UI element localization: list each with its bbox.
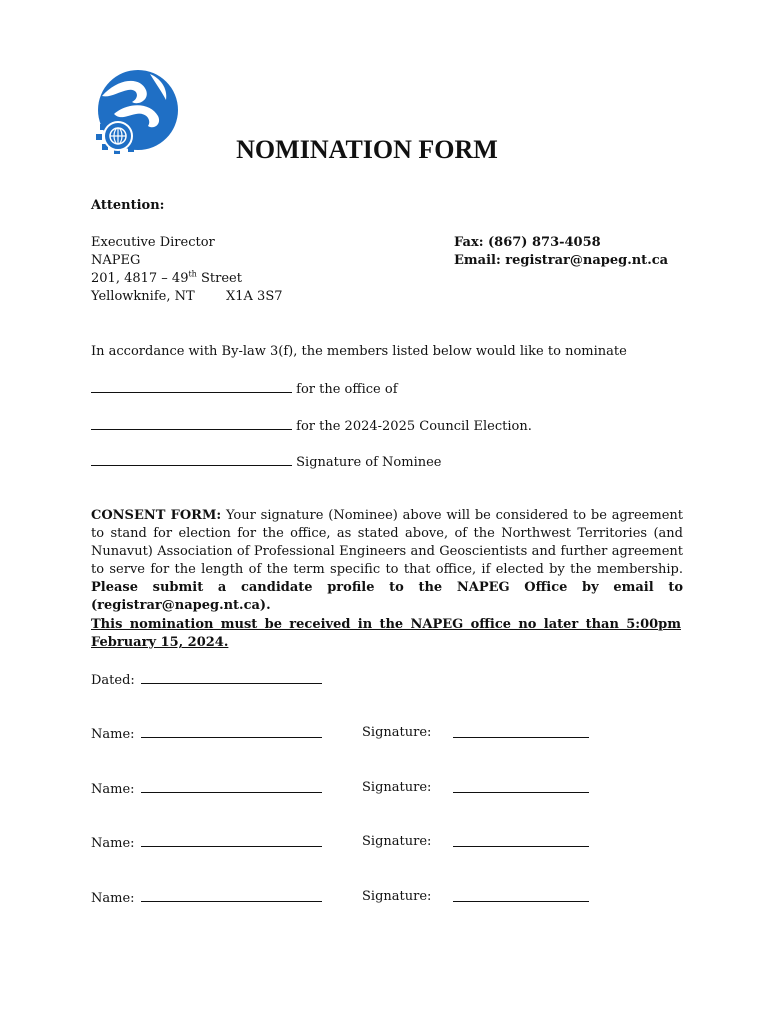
name-field[interactable] — [141, 724, 322, 738]
deadline-notice: This nomination must be received in the NAPEG office no later than 5:00pm February 15, 2024. — [91, 617, 681, 650]
dated-row — [91, 670, 322, 690]
name-field[interactable] — [141, 779, 322, 793]
address-line-1: Executive Director — [91, 235, 215, 250]
signature-field[interactable] — [453, 792, 589, 793]
office-name-blank[interactable] — [91, 416, 292, 430]
address-line-2: NAPEG — [91, 253, 141, 268]
dated-field[interactable] — [141, 670, 322, 684]
consent-text: Your signature (Nominee) above will be considered to be agreement to stand for election for the office, as stated above, of the Northwest Territories (and Nunavut) Association of Professional Engineers and Geoscientists and further agreement to serve for the length of the term specific to that office, if elected by the membership. — [91, 508, 683, 577]
name-field[interactable] — [141, 888, 322, 902]
signature-label: Signature: — [362, 834, 432, 849]
signer-row — [91, 888, 322, 908]
nominee-line-office — [91, 379, 398, 399]
signer-row — [91, 833, 322, 853]
dated-label: Dated: — [91, 673, 135, 688]
nominee-name-blank[interactable] — [91, 379, 292, 393]
nominee-line-suffix: for the 2024-2025 Council Election. — [296, 419, 532, 434]
nominee-line-suffix: for the office of — [296, 382, 398, 397]
intro-text: In accordance with By-law 3(f), the members listed below would like to nominate — [91, 344, 627, 359]
address-line-3-pre: 201, 4817 – 49 — [91, 271, 189, 286]
nominee-signature-blank[interactable] — [91, 452, 292, 466]
consent-label: CONSENT FORM: — [91, 508, 222, 523]
email-address: Email: registrar@napeg.nt.ca — [454, 253, 669, 268]
signer-row — [91, 779, 322, 799]
signature-label: Signature: — [362, 889, 432, 904]
signature-field[interactable] — [453, 846, 589, 847]
name-label: Name: — [91, 727, 135, 742]
address-line-3 — [91, 270, 242, 288]
address-line-3-post: Street — [196, 271, 242, 286]
name-field[interactable] — [141, 833, 322, 847]
signer-row — [91, 724, 322, 744]
nominee-line-signature — [91, 452, 442, 472]
fax-number: Fax: (867) 873-4058 — [454, 235, 601, 250]
signature-label: Signature: — [362, 780, 432, 795]
signature-label: Signature: — [362, 725, 432, 740]
name-label: Name: — [91, 891, 135, 906]
address-postal: X1A 3S7 — [226, 289, 283, 304]
nominee-line-election — [91, 416, 532, 436]
address-city: Yellowknife, NT — [91, 289, 195, 304]
nominee-line-suffix: Signature of Nominee — [296, 455, 442, 470]
signature-field[interactable] — [453, 737, 589, 738]
attention-label: Attention: — [91, 198, 165, 213]
address-line-3-sup: th — [188, 269, 197, 279]
consent-bold-text: Please submit a candidate profile to the NAPEG Office by email to (registrar@napeg.nt.ca). — [91, 580, 683, 613]
name-label: Name: — [91, 836, 135, 851]
page-title: NOMINATION FORM — [236, 135, 498, 164]
consent-paragraph — [91, 507, 683, 615]
name-label: Name: — [91, 782, 135, 797]
signature-field[interactable] — [453, 901, 589, 902]
